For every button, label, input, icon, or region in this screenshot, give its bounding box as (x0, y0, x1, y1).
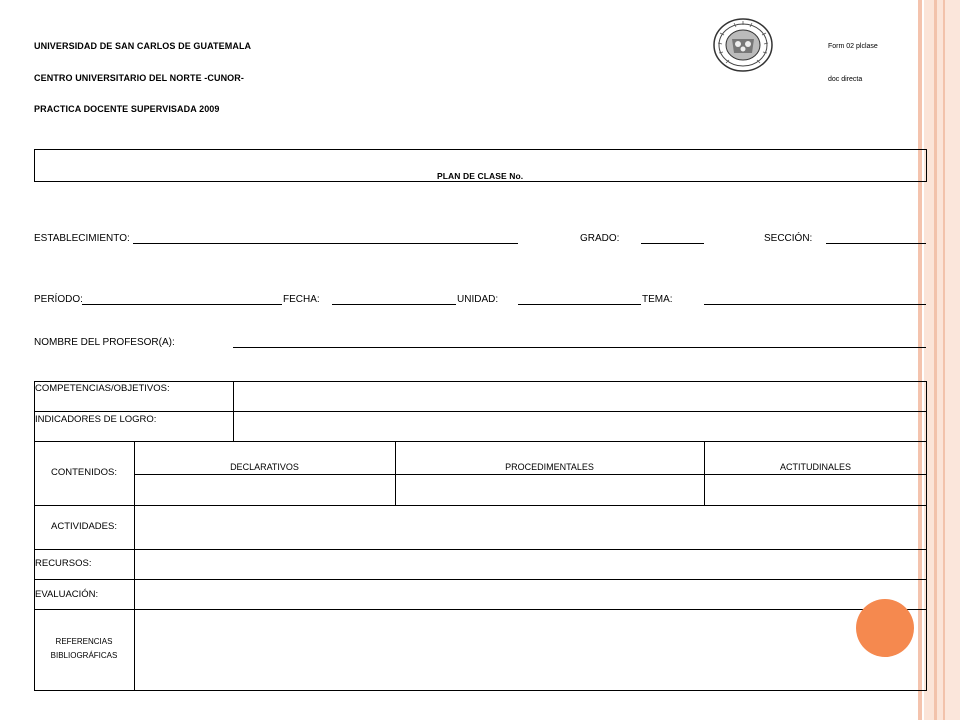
table-hline-1 (34, 411, 927, 412)
table-hline-6 (34, 579, 927, 580)
field-unidad[interactable] (518, 304, 641, 305)
label-periodo: PERÍODO: (34, 294, 83, 305)
side-stripe-6 (945, 0, 960, 720)
decorative-circle (856, 599, 914, 657)
field-profesor[interactable] (233, 347, 926, 348)
field-grado[interactable] (641, 243, 704, 244)
label-indicadores: INDICADORES DE LOGRO: (35, 414, 157, 425)
university-seal (712, 17, 774, 73)
label-unidad: UNIDAD: (457, 294, 499, 305)
label-establecimiento: ESTABLECIMIENTO: (34, 233, 130, 244)
doc-note: doc directa (828, 76, 863, 83)
label-evaluacion: EVALUACIÓN: (35, 589, 99, 600)
header-actitudinales: ACTITUDINALES (779, 462, 851, 472)
field-tema[interactable] (704, 304, 926, 305)
form-note: Form 02 plclase (828, 43, 878, 50)
field-seccion[interactable] (826, 243, 926, 244)
header-declarativos: DECLARATIVOS (230, 462, 299, 472)
table-hline-2 (34, 441, 927, 442)
label-seccion: SECCIÓN: (764, 233, 813, 244)
table-vline-top (233, 381, 234, 441)
label-actividades: ACTIVIDADES: (51, 521, 117, 532)
label-referencias: REFERENCIAS (55, 637, 113, 646)
plan-table (34, 381, 927, 691)
field-periodo[interactable] (82, 304, 282, 305)
field-establecimiento[interactable] (133, 243, 518, 244)
table-hline-4 (34, 505, 927, 506)
label-grado: GRADO: (580, 233, 620, 244)
header-practica: PRACTICA DOCENTE SUPERVISADA 2009 (34, 104, 220, 114)
header-procedimentales: PROCEDIMENTALES (505, 462, 594, 472)
header-university: UNIVERSIDAD DE SAN CARLOS DE GUATEMALA (34, 41, 252, 51)
label-tema: TEMA: (642, 294, 673, 305)
label-profesor: NOMBRE DEL PROFESOR(A): (34, 337, 175, 348)
table-hline-3 (134, 474, 927, 475)
plan-title: PLAN DE CLASE No. (437, 171, 524, 181)
label-contenidos: CONTENIDOS: (51, 467, 117, 478)
label-competencias: COMPETENCIAS/OBJETIVOS: (35, 383, 170, 394)
table-vline-left (134, 441, 135, 691)
table-hline-5 (34, 549, 927, 550)
label-fecha: FECHA: (283, 294, 320, 305)
label-recursos: RECURSOS: (35, 558, 92, 569)
table-vline-decl (395, 441, 396, 505)
table-hline-7 (34, 609, 927, 610)
label-bibliograficas: BIBLIOGRÁFICAS (50, 651, 118, 660)
header-centro: CENTRO UNIVERSITARIO DEL NORTE -CUNOR- (34, 73, 244, 83)
field-fecha[interactable] (332, 304, 456, 305)
table-vline-proc (704, 441, 705, 505)
